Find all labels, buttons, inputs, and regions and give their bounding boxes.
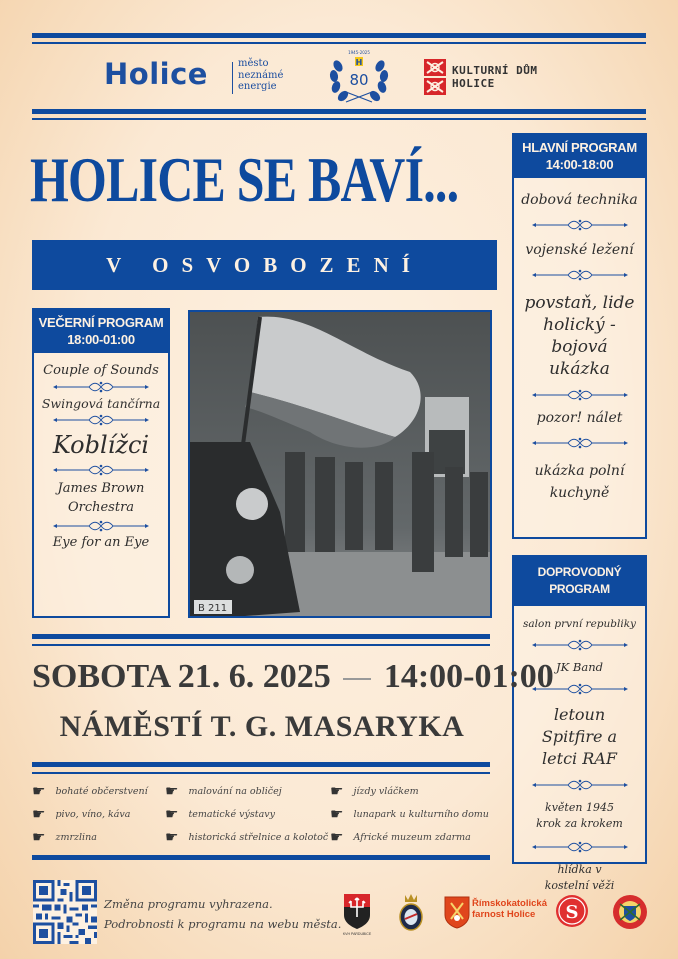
- side-program-box: [512, 555, 647, 892]
- program-item: hlídka v kostelní věži: [544, 863, 615, 892]
- tagline-line: energie: [238, 81, 277, 92]
- program-item: ukázka polní kuchyně: [534, 463, 625, 501]
- qr-code[interactable]: [33, 880, 97, 944]
- parish-shield-icon: [443, 895, 471, 929]
- amenity-label: historická střelnice a kolotoč: [188, 832, 329, 843]
- event-time: 14:00-01:00: [383, 658, 554, 695]
- side-program-title: DOPROVODNÝ PROGRAM: [537, 565, 622, 596]
- amenity-item: [32, 807, 130, 822]
- program-item-highlight: Koblížci: [52, 431, 150, 459]
- logo-divider: [232, 62, 233, 94]
- sokol-emblem-icon: [555, 894, 589, 928]
- svg-text:H: H: [355, 58, 363, 67]
- farnost-line: Římskokatolická: [472, 898, 547, 909]
- tagline-line: město: [238, 58, 269, 69]
- main-title: HOLICE SE BAVÍ...: [30, 144, 459, 215]
- farnost-line: farnost Holice: [472, 909, 536, 920]
- evening-program-header: [34, 310, 168, 353]
- header-rule-thin: [32, 118, 646, 120]
- sponsor-farnost-logo: [443, 895, 471, 929]
- pointing-hand-icon: ☛: [165, 805, 179, 823]
- amenity-label: pivo, víno, káva: [55, 809, 131, 820]
- program-item: salon první republiky: [522, 618, 636, 630]
- historical-photo: [188, 310, 492, 618]
- tagline-line: neznámé: [238, 69, 284, 81]
- main-program-title: HLAVNÍ PROGRAM: [522, 140, 637, 155]
- program-item: pozor! nálet: [536, 410, 623, 426]
- amenity-item: [165, 807, 275, 822]
- main-program-box: [512, 133, 647, 539]
- sponsor-sokol-logo: [555, 894, 589, 928]
- pointing-hand-icon: ☛: [32, 828, 46, 846]
- program-item: Swingová tančírna: [41, 396, 161, 411]
- ornament-divider-icon: [34, 411, 168, 429]
- liberation-parade-photo: [190, 312, 492, 618]
- program-item: vojenské ležení: [525, 242, 634, 258]
- pointing-hand-icon: ☛: [330, 805, 344, 823]
- pointing-hand-icon: ☛: [32, 805, 46, 823]
- svg-text:1945-2025: 1945-2025: [348, 50, 370, 55]
- main-program-header: [514, 135, 645, 178]
- city-tagline: [238, 58, 283, 93]
- pointing-hand-icon: ☛: [32, 782, 46, 800]
- pointing-hand-icon: ☛: [330, 782, 344, 800]
- ornament-divider-icon: [514, 838, 645, 856]
- sponsor-hasici-holice-logo: [612, 894, 648, 930]
- sponsor-raf-badge-logo: [398, 892, 424, 932]
- amenity-label: malování na obličej: [188, 786, 282, 797]
- amenity-item: [32, 830, 97, 845]
- program-item-highlight: letoun Spitfire a letci RAF: [541, 705, 618, 768]
- sponsor-kvh-pardubice-logo: [342, 893, 372, 936]
- main-program-time: 14:00-18:00: [545, 157, 614, 172]
- laurel-wreath-icon: [328, 48, 390, 106]
- side-program-header: [514, 557, 645, 606]
- kulturni-dum-logo-mark: [424, 59, 446, 95]
- event-date: SOBOTA 21. 6. 2025: [32, 658, 331, 695]
- amenity-label: Africké muzeum zdarma: [353, 832, 471, 843]
- date-rule-thick-top: [32, 634, 490, 639]
- kulturni-dum-logo-text: [452, 64, 537, 90]
- subtitle-banner: [32, 240, 497, 290]
- holice-city-logo: Holice: [104, 57, 208, 91]
- program-item: Couple of Sounds: [43, 363, 159, 378]
- amenity-item: [330, 830, 471, 845]
- ornament-divider-icon: [514, 776, 645, 794]
- dash-ornament-icon: [343, 678, 371, 680]
- evening-program-time: 18:00-01:00: [67, 332, 135, 347]
- top-rule-thick: [32, 33, 646, 38]
- ornament-divider-icon: [34, 461, 168, 479]
- evening-program-title: VEČERNÍ PROGRAM: [38, 315, 164, 330]
- ornament-divider-icon: [514, 636, 645, 654]
- trident-shield-icon: [342, 893, 372, 931]
- program-item: James Brown Orchestra: [57, 481, 145, 515]
- ornament-divider-icon: [34, 378, 168, 396]
- amenity-item: [32, 784, 148, 799]
- ornament-divider-icon: [514, 216, 645, 234]
- evening-program-box: [32, 308, 170, 618]
- svg-text:80: 80: [349, 71, 369, 89]
- program-item: JK Band: [556, 660, 603, 674]
- program-item: květen 1945 krok za krokem: [536, 801, 623, 830]
- amenity-label: jízdy vláčkem: [353, 786, 419, 797]
- program-item: Eye for an Eye: [52, 535, 150, 550]
- footer-note-line: Změna programu vyhrazena.: [104, 897, 273, 911]
- qr-code-icon: [33, 880, 97, 944]
- program-item: dobová technika: [521, 192, 638, 208]
- subtitle-text: V OSVOBOZENÍ: [106, 252, 423, 277]
- svg-text:B 211: B 211: [198, 603, 228, 614]
- footer-note: [104, 894, 341, 934]
- ornament-divider-icon: [34, 517, 168, 535]
- amenity-label: lunapark u kulturního domu: [353, 809, 489, 820]
- amenity-item: [330, 784, 419, 799]
- header-rule-thick: [32, 109, 646, 114]
- anniversary-wreath-logo: [328, 48, 390, 106]
- amenity-item: [165, 784, 282, 799]
- top-rule-thin: [32, 42, 646, 44]
- kvh-label: KVH PARDUBICE: [342, 932, 372, 936]
- amenities-rule-thin-top: [32, 772, 490, 774]
- pointing-hand-icon: ☛: [330, 828, 344, 846]
- amenities-rule-thick-bottom: [32, 855, 490, 860]
- amenities-rule-thick-top: [32, 762, 490, 767]
- kd-emblem-icon: [424, 59, 446, 95]
- svg-text:S: S: [565, 902, 579, 923]
- amenity-item: [330, 807, 489, 822]
- date-rule-thin-top: [32, 644, 490, 646]
- amenity-label: bohaté občerstvení: [55, 786, 148, 797]
- pointing-hand-icon: ☛: [165, 782, 179, 800]
- amenity-item: [165, 830, 328, 845]
- event-date-time: [32, 658, 554, 696]
- kd-line2: HOLICE: [452, 77, 495, 90]
- farnost-label: [472, 898, 547, 920]
- raf-badge-icon: [398, 892, 424, 932]
- ornament-divider-icon: [514, 386, 645, 404]
- ornament-divider-icon: [514, 266, 645, 284]
- amenity-label: zmrzlina: [55, 832, 97, 843]
- fire-brigade-emblem-icon: [612, 894, 648, 930]
- kd-line1: KULTURNÍ DŮM: [452, 64, 538, 77]
- ornament-divider-icon: [514, 434, 645, 452]
- pointing-hand-icon: ☛: [165, 828, 179, 846]
- event-place: NÁMĚSTÍ T. G. MASARYKA: [59, 710, 465, 743]
- amenity-label: tematické výstavy: [188, 809, 275, 820]
- footer-note-line: Podrobnosti k programu na webu města.: [104, 917, 342, 931]
- program-item-highlight: povstaň, lide holický - bojová ukázka: [524, 293, 635, 379]
